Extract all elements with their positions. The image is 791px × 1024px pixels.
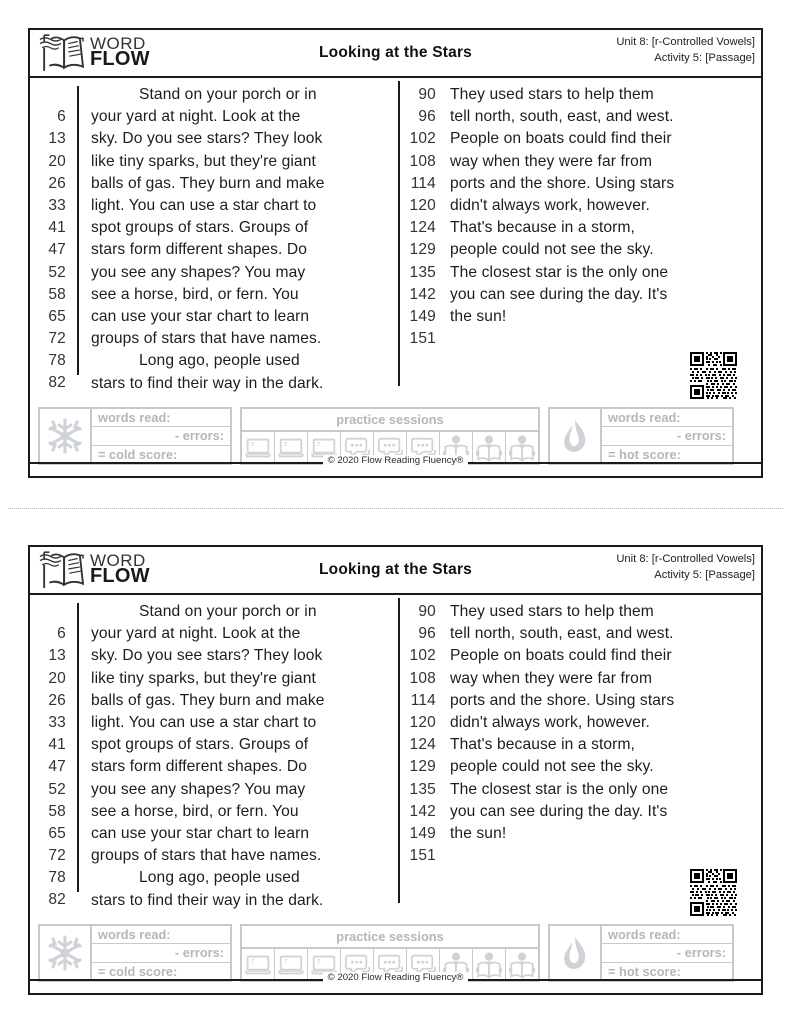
brand-flow: FLOW (90, 48, 150, 71)
passage-line: can use your star chart to learn (91, 308, 310, 326)
word-count: 52 (48, 780, 66, 798)
passage-line: sky. Do you see stars? They look (91, 130, 323, 148)
page-title: Looking at the Stars (319, 44, 472, 61)
unit-activity-meta (616, 35, 755, 67)
flame-icon (550, 409, 602, 463)
cold-errors-row[interactable]: - errors: (92, 944, 230, 962)
passage-line: can use your star chart to learn (91, 825, 310, 843)
word-count: 135 (409, 263, 436, 281)
passage-column-left (30, 595, 398, 920)
passage-line: stars to find their way in the dark. (91, 891, 324, 909)
passage-line: spot groups of stars. Groups of (91, 219, 309, 237)
passage-card (28, 28, 763, 478)
word-count: 129 (409, 241, 436, 259)
hot-score-total-row[interactable]: = hot score: (608, 446, 681, 462)
cold-words-read-row[interactable]: words read: (92, 926, 230, 944)
word-count: 65 (48, 307, 66, 325)
card-header (30, 547, 761, 595)
word-count: 108 (409, 669, 436, 687)
hot-errors-row[interactable]: - errors: (602, 427, 732, 445)
hot-score-rows (602, 926, 732, 980)
passage-line: balls of gas. They burn and make (91, 174, 325, 192)
passage-line: like tiny sparks, but they're giant (91, 669, 316, 687)
activity-label: Activity 5: [Passage] (654, 51, 755, 64)
passage-body (30, 595, 761, 920)
word-count: 129 (409, 758, 436, 776)
passage-line: didn't always work, however. (450, 197, 650, 215)
page-title: Looking at the Stars (319, 561, 472, 578)
cold-score-rows (92, 409, 230, 463)
passage-line: like tiny sparks, but they're giant (91, 152, 316, 170)
cold-score-total-row[interactable]: = cold score: (98, 963, 178, 979)
laptop-icon[interactable] (242, 949, 275, 980)
word-count: 108 (409, 152, 436, 170)
word-count: 65 (48, 824, 66, 842)
passage-line: The closest star is the only one (450, 263, 669, 281)
practice-sessions-title: practice sessions (242, 926, 538, 949)
passage-line: ports and the shore. Using stars (450, 691, 675, 709)
snowflake-icon (40, 926, 92, 980)
passage-line: way when they were far from (450, 152, 653, 170)
cold-words-read-row[interactable]: words read: (92, 409, 230, 427)
passage-line: Long ago, people used (139, 869, 300, 887)
word-count: 120 (409, 713, 436, 731)
passage-line: people could not see the sky. (450, 758, 654, 776)
word-count: 124 (409, 736, 436, 754)
word-count: 149 (409, 824, 436, 842)
passage-line: you can see during the day. It's (450, 285, 668, 303)
snowflake-icon (40, 409, 92, 463)
word-count: 82 (48, 891, 66, 909)
word-count: 120 (409, 196, 436, 214)
passage-line: way when they were far from (450, 669, 653, 687)
word-count: 102 (409, 130, 436, 148)
passage-line: your yard at night. Look at the (91, 108, 301, 126)
passage-line: see a horse, bird, or fern. You (91, 802, 299, 820)
passage-line: That's because in a storm, (450, 219, 635, 237)
passage-line: Long ago, people used (139, 352, 300, 370)
passage-column-left (30, 78, 398, 403)
word-count: 52 (48, 263, 66, 281)
word-count: 47 (48, 758, 66, 776)
word-count: 72 (48, 847, 66, 865)
passage-line: the sun! (450, 308, 507, 326)
flame-icon (550, 926, 602, 980)
passage-line: The closest star is the only one (450, 780, 669, 798)
word-count: 78 (48, 869, 66, 887)
passage-lines-right (436, 84, 674, 403)
passage-line: your yard at night. Look at the (91, 625, 301, 643)
word-count: 13 (48, 647, 66, 665)
unit-activity-meta (616, 552, 755, 584)
word-count: 114 (410, 174, 436, 192)
passage-line: didn't always work, however. (450, 714, 650, 732)
passage-line: tell north, south, east, and west. (450, 625, 674, 643)
hot-score-rows (602, 409, 732, 463)
activity-label: Activity 5: [Passage] (654, 568, 755, 581)
unit-label: Unit 8: [r-Controlled Vowels] (616, 36, 755, 48)
reading-person-icon[interactable] (473, 432, 506, 463)
brand-word: WORD (90, 551, 146, 571)
laptop-icon[interactable] (275, 432, 308, 463)
reading-person-icon[interactable] (473, 949, 506, 980)
word-count: 41 (48, 736, 66, 754)
passage-card (28, 545, 763, 995)
word-count: 124 (409, 219, 436, 237)
word-count: 33 (48, 713, 66, 731)
passage-lines-left (79, 601, 398, 920)
word-count-gutter-left (30, 601, 66, 920)
word-count: 142 (409, 802, 436, 820)
passage-line: sky. Do you see stars? They look (91, 647, 323, 665)
passage-lines-right (436, 601, 674, 920)
passage-line: They used stars to help them (450, 603, 654, 620)
hot-score-box (548, 407, 734, 465)
cold-score-box (38, 407, 232, 465)
word-count: 135 (409, 780, 436, 798)
card-footer (28, 972, 763, 995)
cut-line-divider (8, 508, 783, 509)
word-count: 90 (418, 86, 436, 103)
brand-word: WORD (90, 34, 146, 54)
word-count: 58 (48, 802, 66, 820)
passage-line: They used stars to help them (450, 86, 654, 103)
word-count-gutter-left (30, 84, 66, 403)
passage-line: groups of stars that have names. (91, 847, 322, 865)
passage-line: stars to find their way in the dark. (91, 374, 324, 392)
card-footer (28, 455, 763, 478)
passage-line: the sun! (450, 825, 507, 843)
cold-score-total-row[interactable]: = cold score: (98, 446, 178, 462)
passage-line: spot groups of stars. Groups of (91, 736, 309, 754)
laptop-icon[interactable] (242, 432, 275, 463)
word-count: 20 (48, 152, 66, 170)
passage-line: That's because in a storm, (450, 736, 635, 754)
qr-code-icon[interactable] (688, 867, 739, 918)
unit-label: Unit 8: [r-Controlled Vowels] (616, 553, 755, 565)
passage-line: People on boats could find their (450, 130, 672, 148)
word-count: 58 (48, 285, 66, 303)
copyright-text: © 2020 Flow Reading Fluency® (323, 455, 469, 466)
word-count: 90 (418, 603, 436, 620)
word-count: 102 (409, 647, 436, 665)
cold-score-box (38, 924, 232, 982)
passage-line: you see any shapes? You may (91, 263, 306, 281)
passage-line: stars form different shapes. Do (91, 241, 308, 259)
word-count-gutter-right (400, 601, 436, 920)
word-count: 82 (48, 374, 66, 392)
practice-sessions-title: practice sessions (242, 409, 538, 432)
passage-line: tell north, south, east, and west. (450, 108, 674, 126)
passage-line: people could not see the sky. (450, 241, 654, 259)
card-header (30, 30, 761, 78)
word-count: 6 (57, 625, 66, 643)
reading-person-icon[interactable] (506, 432, 538, 463)
passage-lines-left (79, 84, 398, 403)
word-count: 41 (48, 219, 66, 237)
cold-errors-row[interactable]: - errors: (92, 427, 230, 445)
word-count: 20 (48, 669, 66, 687)
hot-errors-row[interactable]: - errors: (602, 944, 732, 962)
word-count: 26 (48, 174, 66, 192)
passage-line: light. You can use a star chart to (91, 714, 317, 732)
passage-line: People on boats could find their (450, 647, 672, 665)
word-count: 96 (418, 108, 436, 126)
passage-line: you can see during the day. It's (450, 802, 668, 820)
passage-body (30, 78, 761, 403)
hot-words-read-row[interactable]: words read: (602, 409, 732, 427)
hot-score-box (548, 924, 734, 982)
word-count: 72 (48, 330, 66, 348)
word-count: 33 (48, 196, 66, 214)
word-count: 26 (48, 691, 66, 709)
cold-score-rows (92, 926, 230, 980)
word-count: 13 (48, 130, 66, 148)
passage-line: you see any shapes? You may (91, 780, 306, 798)
word-count: 47 (48, 241, 66, 259)
word-count: 78 (48, 352, 66, 370)
passage-line: groups of stars that have names. (91, 330, 322, 348)
laptop-icon[interactable] (275, 949, 308, 980)
hot-score-total-row[interactable]: = hot score: (608, 963, 681, 979)
word-count: 96 (418, 625, 436, 643)
passage-line: light. You can use a star chart to (91, 197, 317, 215)
word-count: 142 (409, 285, 436, 303)
word-count: 149 (409, 307, 436, 325)
qr-code-icon[interactable] (688, 350, 739, 401)
word-count: 6 (57, 108, 66, 126)
passage-line: Stand on your porch or in (139, 603, 317, 620)
word-count-gutter-right (400, 84, 436, 403)
word-count: 114 (410, 691, 436, 709)
passage-line: balls of gas. They burn and make (91, 691, 325, 709)
copyright-text: © 2020 Flow Reading Fluency® (323, 972, 469, 983)
passage-line: Stand on your porch or in (139, 86, 317, 103)
word-count: 151 (409, 330, 436, 348)
passage-line: ports and the shore. Using stars (450, 174, 675, 192)
reading-person-icon[interactable] (506, 949, 538, 980)
hot-words-read-row[interactable]: words read: (602, 926, 732, 944)
brand-flow: FLOW (90, 565, 150, 588)
word-count: 151 (409, 847, 436, 865)
passage-line: see a horse, bird, or fern. You (91, 285, 299, 303)
passage-line: stars form different shapes. Do (91, 758, 308, 776)
